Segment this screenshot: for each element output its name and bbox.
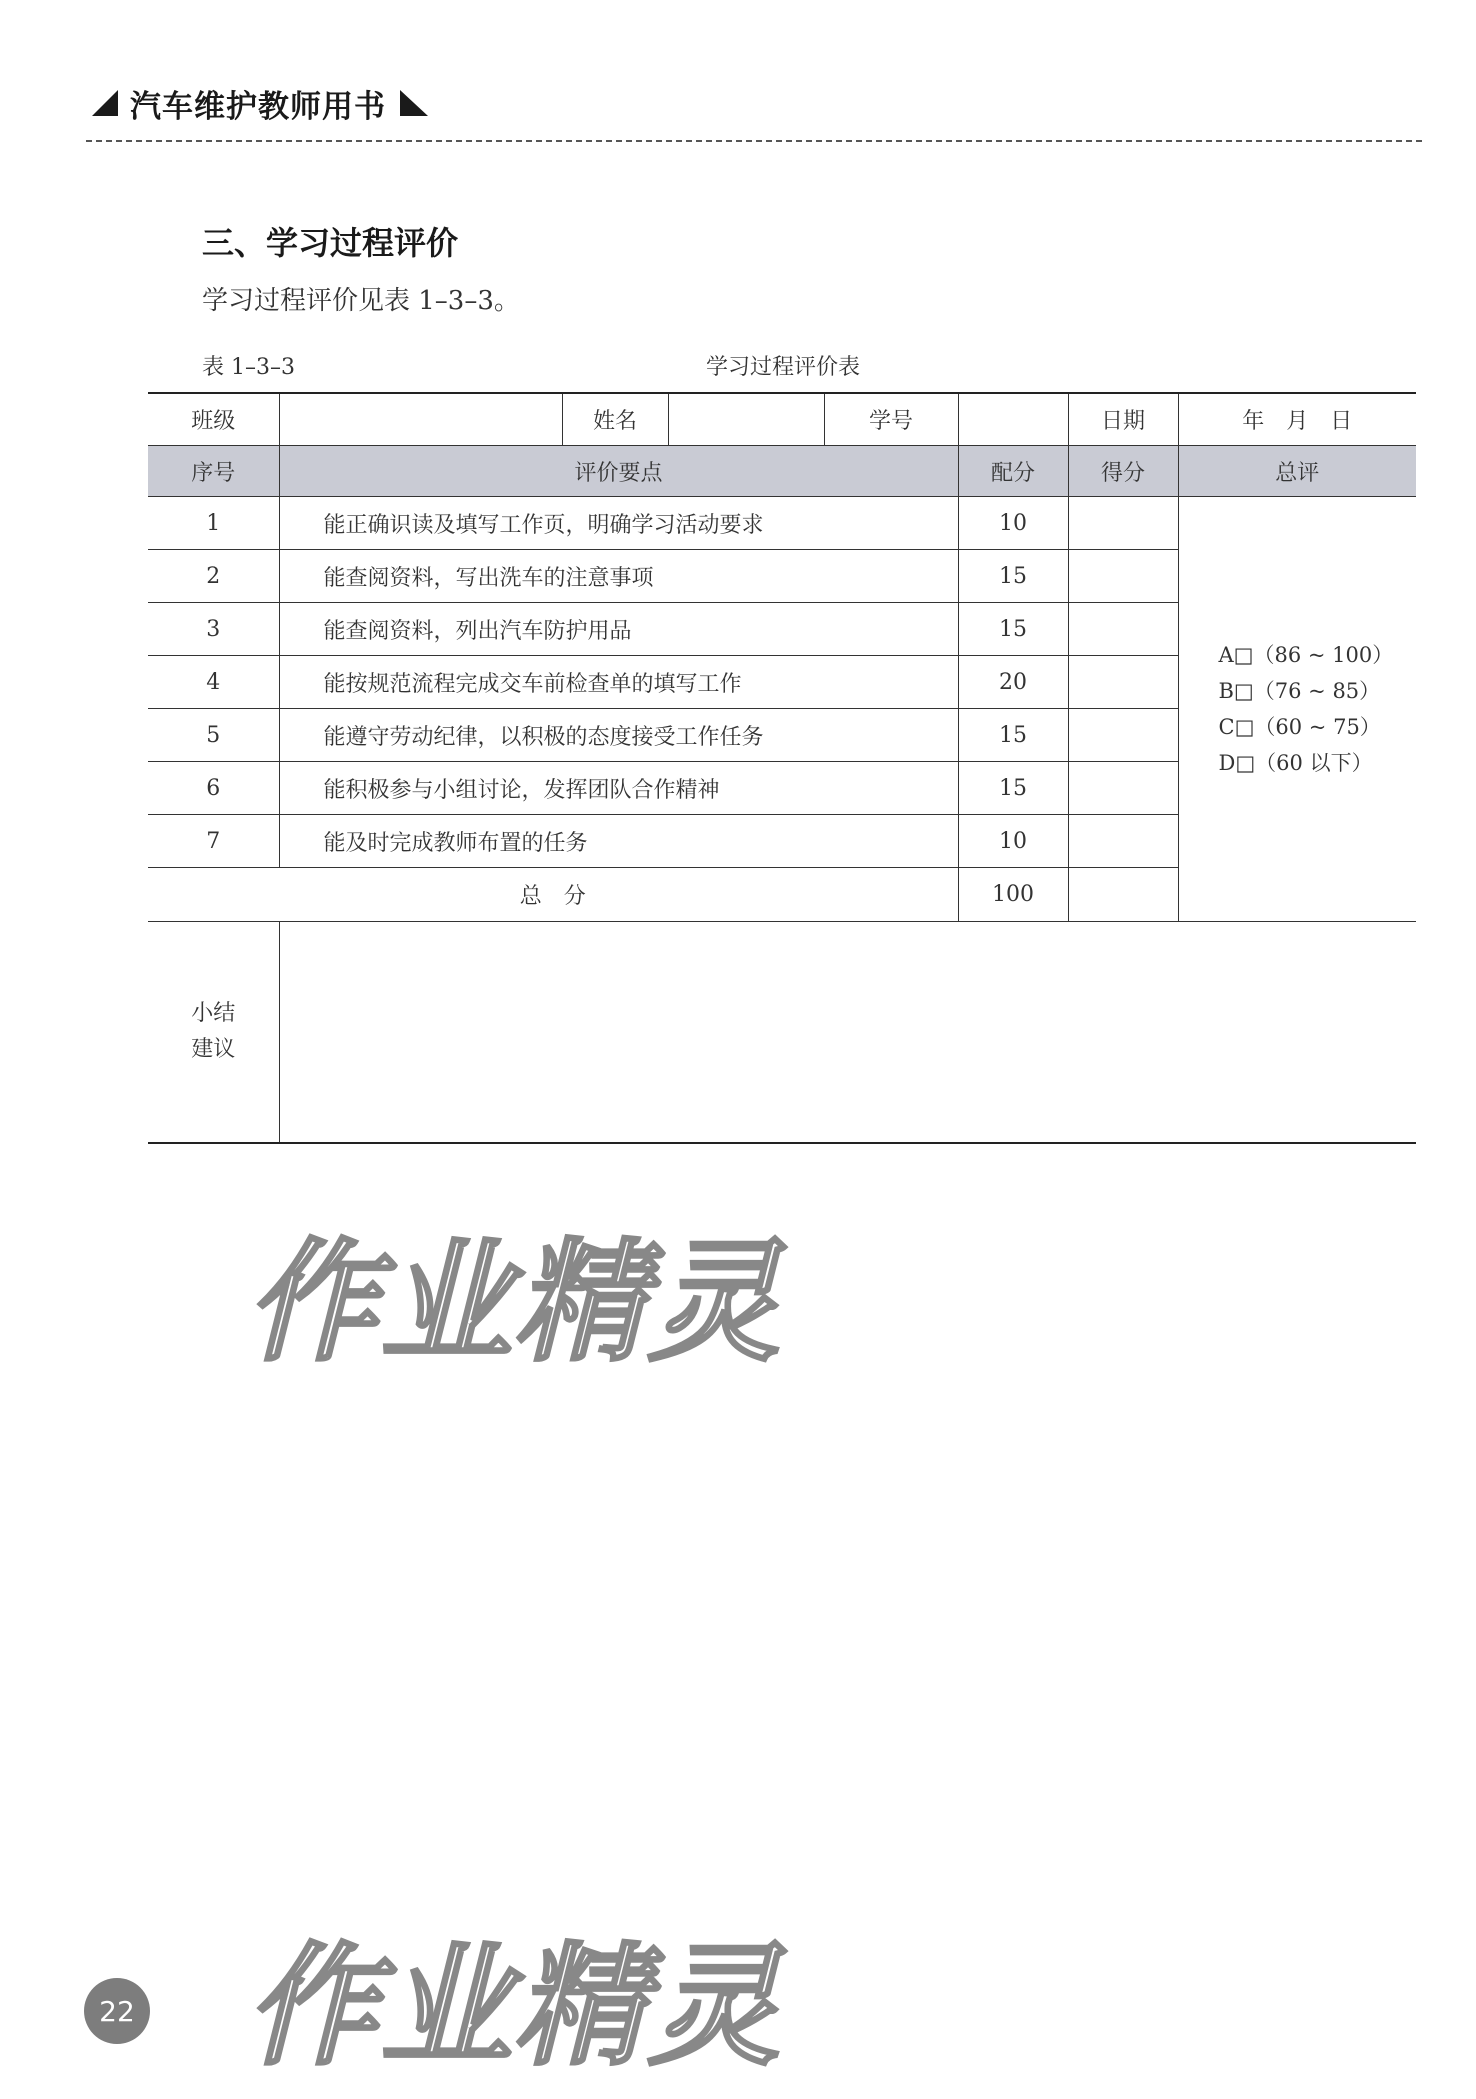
row-score-field[interactable] xyxy=(1068,762,1178,815)
row-seq: 5 xyxy=(148,709,279,762)
intro-text: 学习过程评价见表 1–3–3。 xyxy=(202,286,520,316)
table-number: 表 1–3–3 xyxy=(202,355,295,380)
grade-option-c[interactable]: C□（60 ~ 75） xyxy=(1218,715,1381,739)
evaluation-table xyxy=(148,392,1416,1144)
row-points: 10 xyxy=(958,497,1068,550)
row-criteria: 能查阅资料，写出洗车的注意事项 xyxy=(279,550,958,603)
row-score-field[interactable] xyxy=(1068,603,1178,656)
row-seq: 4 xyxy=(148,656,279,709)
summary-label-line1: 小结 xyxy=(191,1001,236,1026)
row-score-field[interactable] xyxy=(1068,709,1178,762)
grade-option-b[interactable]: B□（76 ~ 85） xyxy=(1218,679,1381,703)
row-points: 20 xyxy=(958,656,1068,709)
row-points: 15 xyxy=(958,550,1068,603)
date-field[interactable]: 年 月 日 xyxy=(1178,393,1416,446)
section-title: 三、学习过程评价 xyxy=(202,224,459,262)
summary-row xyxy=(148,922,1416,1144)
student-id-field[interactable] xyxy=(958,393,1068,446)
book-title: 汽车维护教师用书 xyxy=(130,88,386,125)
overall-header: 总评 xyxy=(1178,446,1416,497)
row-points: 15 xyxy=(958,762,1068,815)
overall-grade-options xyxy=(1178,497,1416,922)
watermark: 作业精灵 xyxy=(246,1226,782,1380)
row-score-field[interactable] xyxy=(1068,815,1178,868)
name-label: 姓名 xyxy=(562,393,668,446)
table-row xyxy=(148,497,1416,550)
watermark: 作业精灵 xyxy=(246,1930,782,2084)
info-row xyxy=(148,393,1416,446)
row-criteria: 能按规范流程完成交车前检查单的填写工作 xyxy=(279,656,958,709)
row-points: 15 xyxy=(958,709,1068,762)
grade-option-d[interactable]: D□（60 以下） xyxy=(1218,751,1373,775)
row-seq: 3 xyxy=(148,603,279,656)
running-header xyxy=(92,78,428,128)
seq-header: 序号 xyxy=(148,446,279,497)
header-divider xyxy=(86,140,1422,142)
row-score-field[interactable] xyxy=(1068,497,1178,550)
row-criteria: 能正确识读及填写工作页，明确学习活动要求 xyxy=(279,497,958,550)
summary-label-line2: 建议 xyxy=(191,1037,236,1062)
row-criteria: 能积极参与小组讨论，发挥团队合作精神 xyxy=(279,762,958,815)
class-label: 班级 xyxy=(148,393,279,446)
points-header: 配分 xyxy=(958,446,1068,497)
criteria-header: 评价要点 xyxy=(279,446,958,497)
row-criteria: 能遵守劳动纪律，以积极的态度接受工作任务 xyxy=(279,709,958,762)
row-seq: 1 xyxy=(148,497,279,550)
row-criteria: 能查阅资料，列出汽车防护用品 xyxy=(279,603,958,656)
score-header: 得分 xyxy=(1068,446,1178,497)
row-seq: 6 xyxy=(148,762,279,815)
table-caption: 学习过程评价表 xyxy=(706,355,861,380)
grade-option-a[interactable]: A□（86 ~ 100） xyxy=(1218,643,1394,667)
triangle-right-icon xyxy=(400,90,428,116)
row-score-field[interactable] xyxy=(1068,656,1178,709)
triangle-left-icon xyxy=(92,90,118,116)
name-field[interactable] xyxy=(668,393,824,446)
row-criteria: 能及时完成教师布置的任务 xyxy=(279,815,958,868)
total-label: 总 分 xyxy=(148,868,958,922)
row-seq: 7 xyxy=(148,815,279,868)
header-row xyxy=(148,446,1416,497)
row-points: 10 xyxy=(958,815,1068,868)
total-points: 100 xyxy=(958,868,1068,922)
class-field[interactable] xyxy=(279,393,562,446)
row-score-field[interactable] xyxy=(1068,550,1178,603)
student-id-label: 学号 xyxy=(824,393,958,446)
row-points: 15 xyxy=(958,603,1068,656)
total-score-field[interactable] xyxy=(1068,868,1178,922)
summary-field[interactable] xyxy=(279,922,1416,1144)
summary-label xyxy=(148,922,279,1144)
row-seq: 2 xyxy=(148,550,279,603)
page-number: 22 xyxy=(84,1978,150,2044)
date-label: 日期 xyxy=(1068,393,1178,446)
